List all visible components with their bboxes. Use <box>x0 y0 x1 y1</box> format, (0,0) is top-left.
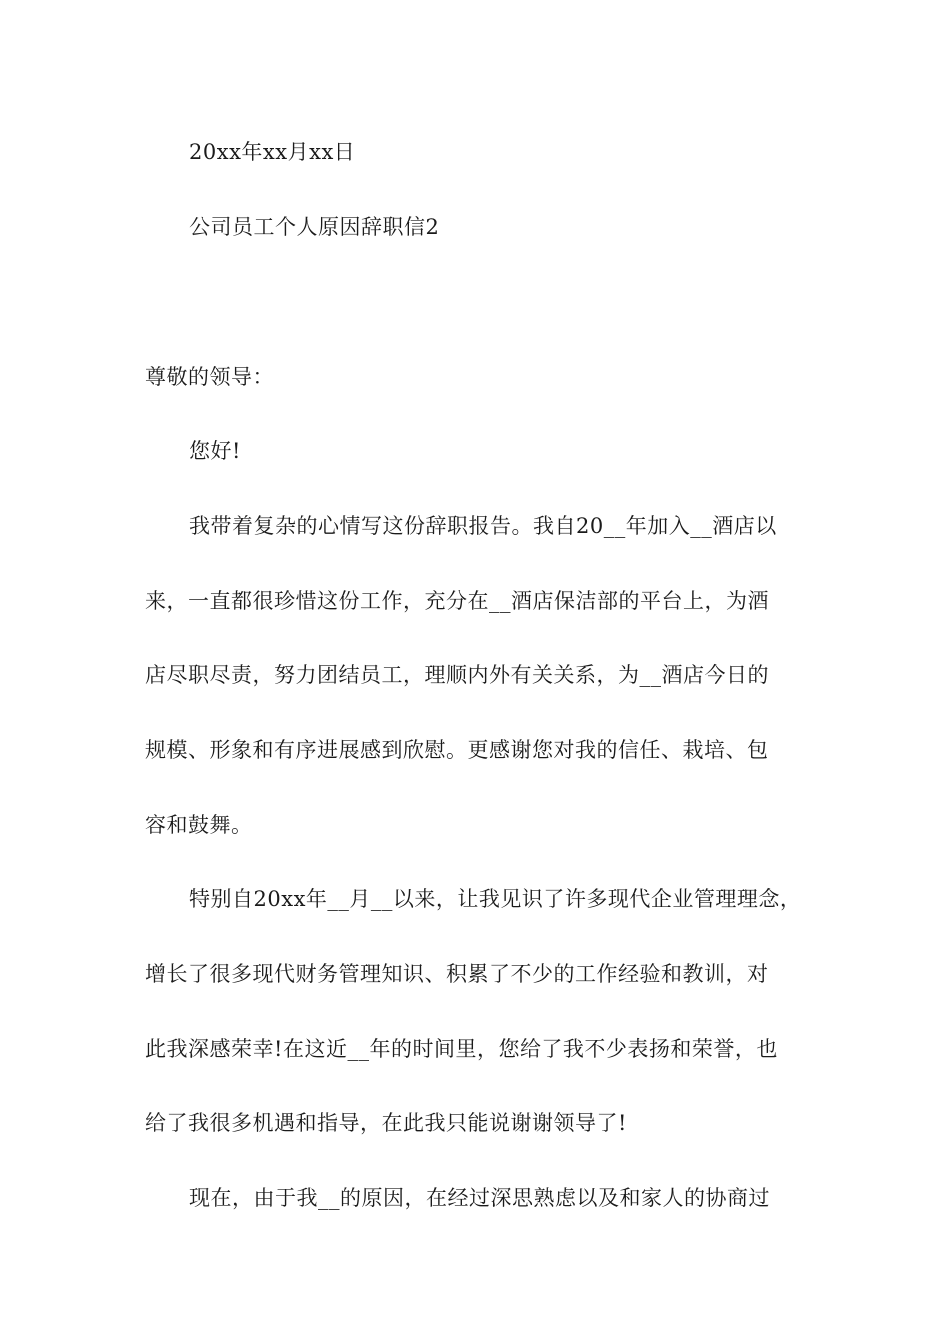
paragraph-1-line-1: 我带着复杂的心情写这份辞职报告。我自20__年加入__酒店以 <box>189 514 777 538</box>
letter-title: 公司员工个人原因辞职信2 <box>189 215 440 239</box>
paragraph-2-line-3: 此我深感荣幸!在这近__年的时间里，您给了我不少表扬和荣誉，也 <box>145 1037 778 1061</box>
salutation: 尊敬的领导： <box>145 365 274 389</box>
paragraph-2-line-4: 给了我很多机遇和指导，在此我只能说谢谢领导了! <box>145 1111 627 1135</box>
date-line: 20xx年xx月xx日 <box>189 140 356 164</box>
paragraph-1-line-3: 店尽职尽责，努力团结员工，理顺内外有关关系，为__酒店今日的 <box>145 663 769 687</box>
paragraph-2-line-1: 特别自20xx年__月__以来，让我见识了许多现代企业管理理念， <box>189 887 802 911</box>
paragraph-3-line-1: 现在，由于我__的原因，在经过深思熟虑以及和家人的协商过 <box>189 1186 770 1210</box>
greeting: 您好! <box>189 439 241 463</box>
paragraph-1-line-5: 容和鼓舞。 <box>145 813 253 837</box>
paragraph-1-line-2: 来，一直都很珍惜这份工作，充分在__酒店保洁部的平台上，为酒 <box>145 589 769 613</box>
paragraph-2-line-2: 增长了很多现代财务管理知识、积累了不少的工作经验和教训，对 <box>145 962 769 986</box>
paragraph-1-line-4: 规模、形象和有序进展感到欣慰。更感谢您对我的信任、栽培、包 <box>145 738 769 762</box>
